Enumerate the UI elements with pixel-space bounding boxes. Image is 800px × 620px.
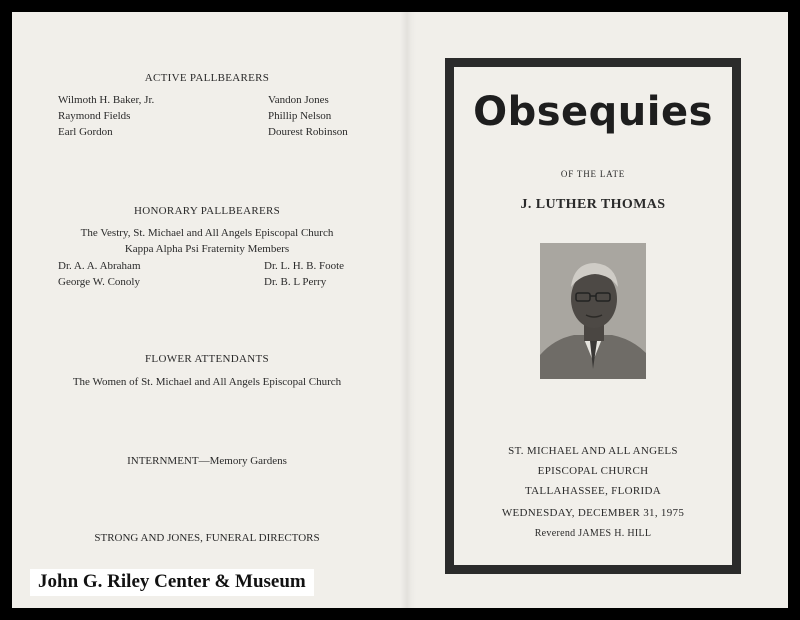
- active-pallbearers-heading: ACTIVE PALLBEARERS: [144, 72, 270, 84]
- honorary-pallbearers-heading: HONORARY PALLBEARERS: [133, 205, 281, 217]
- active-pallbearer: Wilmoth H. Baker, Jr.: [58, 94, 155, 106]
- funeral-directors-line: STRONG AND JONES, FUNERAL DIRECTORS: [94, 532, 320, 544]
- program-title: Obsequies: [473, 89, 713, 135]
- mourning-frame: [445, 58, 741, 574]
- active-pallbearer: Vandon Jones: [268, 94, 329, 106]
- active-pallbearer: Phillip Nelson: [268, 110, 332, 122]
- officiant: Reverend JAMES H. HILL: [534, 528, 652, 539]
- watermark-label: John G. Riley Center & Museum: [30, 569, 314, 596]
- church-name-line2: EPISCOPAL CHURCH: [537, 465, 649, 477]
- right-panel: [408, 12, 788, 608]
- active-pallbearer: Earl Gordon: [58, 126, 113, 138]
- honorary-pallbearer: Dr. L. H. B. Foote: [264, 260, 345, 272]
- flower-attendants-line: The Women of St. Michael and All Angels Episcopal Church: [72, 376, 342, 388]
- service-date: WEDNESDAY, DECEMBER 31, 1975: [501, 507, 685, 519]
- left-panel: [12, 12, 402, 608]
- honorary-pallbearers-vestry: The Vestry, St. Michael and All Angels Episcopal Church: [80, 227, 334, 239]
- honorary-pallbearers-fraternity: Kappa Alpha Psi Fraternity Members: [124, 243, 290, 255]
- honorary-pallbearer: Dr. A. A. Abraham: [58, 260, 141, 272]
- flower-attendants-heading: FLOWER ATTENDANTS: [145, 353, 269, 365]
- church-name-line1: ST. MICHAEL AND ALL ANGELS: [508, 445, 678, 457]
- honorary-pallbearer: George W. Conoly: [58, 276, 140, 288]
- active-pallbearer: Dourest Robinson: [268, 126, 348, 138]
- church-location: TALLAHASSEE, FLORIDA: [525, 485, 661, 497]
- deceased-name: J. LUTHER THOMAS: [520, 197, 666, 212]
- active-pallbearer: Raymond Fields: [58, 110, 131, 122]
- program-subtitle: OF THE LATE: [560, 169, 626, 179]
- portrait-illustration: [540, 243, 646, 379]
- internment-line: INTERNMENT—Memory Gardens: [127, 455, 287, 467]
- program-scan: [12, 12, 788, 608]
- portrait-photo: [540, 243, 646, 379]
- honorary-pallbearer: Dr. B. L Perry: [264, 276, 327, 288]
